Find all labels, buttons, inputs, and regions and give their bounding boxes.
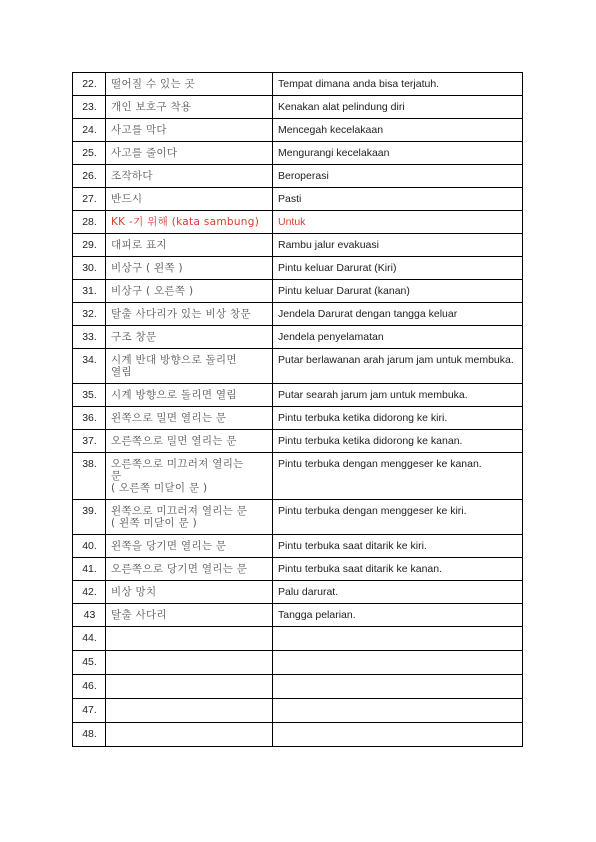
indonesian-translation: Mengurangi kecelakaan: [273, 142, 523, 165]
korean-term-line: 왼쪽으로 밀면 열리는 문: [111, 412, 227, 424]
indonesian-translation: Untuk: [273, 211, 523, 234]
korean-term: [106, 699, 273, 723]
korean-term: [106, 675, 273, 699]
korean-term-line: 사고를 줄이다: [111, 147, 178, 159]
korean-term-line: 왼쪽을 당기면 열리는 문: [111, 540, 227, 552]
korean-term: [106, 500, 273, 535]
row-number: 35.: [73, 384, 106, 407]
row-number: 29.: [73, 234, 106, 257]
indonesian-translation: Pintu terbuka ketika didorong ke kiri.: [273, 407, 523, 430]
korean-term-line: 오른쪽으로 미끄러져 열리는: [111, 458, 244, 470]
table-row: [73, 165, 523, 188]
korean-term-line: 탈출 사다리: [111, 609, 167, 621]
table-row: [73, 96, 523, 119]
korean-term-line: KK -기 위해 (kata sambung): [111, 216, 260, 228]
korean-term: [106, 96, 273, 119]
table-row: [73, 280, 523, 303]
row-number: 43: [73, 604, 106, 627]
row-number: 48.: [73, 723, 106, 747]
indonesian-translation: Putar searah jarum jam untuk membuka.: [273, 384, 523, 407]
row-number: 32.: [73, 303, 106, 326]
korean-term-line: 개인 보호구 착용: [111, 101, 192, 113]
korean-term: [106, 430, 273, 453]
row-number: 42.: [73, 581, 106, 604]
korean-term: [106, 651, 273, 675]
indonesian-translation: Mencegah kecelakaan: [273, 119, 523, 142]
row-number: 38.: [73, 453, 106, 500]
table-row: [73, 211, 523, 234]
indonesian-translation: Palu darurat.: [273, 581, 523, 604]
row-number: 41.: [73, 558, 106, 581]
korean-term: [106, 535, 273, 558]
row-number: 46.: [73, 675, 106, 699]
korean-term-line: 비상구 ( 왼쪽 ): [111, 262, 183, 274]
indonesian-translation: Kenakan alat pelindung diri: [273, 96, 523, 119]
korean-term-line: 열림: [111, 366, 132, 378]
korean-term: [106, 188, 273, 211]
indonesian-translation: Putar berlawanan arah jarum jam untuk membuka.: [273, 349, 523, 384]
row-number: 39.: [73, 500, 106, 535]
korean-term: [106, 604, 273, 627]
row-number: 31.: [73, 280, 106, 303]
korean-term-line: 문: [111, 470, 122, 482]
korean-term: [106, 303, 273, 326]
table-row: [73, 257, 523, 280]
row-number: 33.: [73, 326, 106, 349]
row-number: 25.: [73, 142, 106, 165]
row-number: 26.: [73, 165, 106, 188]
table-row: [73, 430, 523, 453]
row-number: 47.: [73, 699, 106, 723]
table-row: [73, 675, 523, 699]
table-row: [73, 326, 523, 349]
korean-term: [106, 407, 273, 430]
korean-term-line: 구조 창문: [111, 331, 157, 343]
indonesian-translation: Tangga pelarian.: [273, 604, 523, 627]
korean-term-line: 시계 반대 방향으로 돌리면: [111, 354, 237, 366]
table-row: [73, 581, 523, 604]
row-number: 24.: [73, 119, 106, 142]
table-row: [73, 119, 523, 142]
korean-term: [106, 326, 273, 349]
korean-term-line: ( 왼쪽 미닫이 문 ): [111, 517, 198, 529]
table-row: [73, 723, 523, 747]
indonesian-translation: [273, 723, 523, 747]
indonesian-translation: Jendela Darurat dengan tangga keluar: [273, 303, 523, 326]
row-number: 44.: [73, 627, 106, 651]
korean-term-line: 조작하다: [111, 170, 153, 182]
indonesian-translation: Beroperasi: [273, 165, 523, 188]
korean-term-line: 대피로 표지: [111, 239, 167, 251]
korean-term-line: 시계 방향으로 돌리면 열림: [111, 389, 237, 401]
korean-term: [106, 723, 273, 747]
indonesian-translation: [273, 627, 523, 651]
table-row: [73, 500, 523, 535]
korean-term-line: 떨어질 수 있는 곳: [111, 78, 196, 90]
indonesian-translation: Pintu terbuka dengan menggeser ke kiri.: [273, 500, 523, 535]
row-number: 30.: [73, 257, 106, 280]
table-row: [73, 558, 523, 581]
table-row: [73, 627, 523, 651]
table-row: [73, 349, 523, 384]
korean-term-line: 왼쪽으로 미끄러져 열리는 문: [111, 505, 248, 517]
korean-term: [106, 349, 273, 384]
row-number: 37.: [73, 430, 106, 453]
indonesian-translation: Rambu jalur evakuasi: [273, 234, 523, 257]
row-number: 28.: [73, 211, 106, 234]
table-row: [73, 73, 523, 96]
row-number: 45.: [73, 651, 106, 675]
table-row: [73, 535, 523, 558]
table-row: [73, 651, 523, 675]
korean-term: [106, 558, 273, 581]
row-number: 36.: [73, 407, 106, 430]
korean-term-line: 사고를 막다: [111, 124, 167, 136]
indonesian-translation: Jendela penyelamatan: [273, 326, 523, 349]
table-row: [73, 407, 523, 430]
korean-term: [106, 165, 273, 188]
korean-term-line: 탈출 사다리가 있는 비상 창문: [111, 308, 251, 320]
indonesian-translation: Pintu terbuka saat ditarik ke kiri.: [273, 535, 523, 558]
korean-term: [106, 73, 273, 96]
korean-term: [106, 234, 273, 257]
indonesian-translation: [273, 699, 523, 723]
vocabulary-table-body: [73, 73, 523, 747]
table-row: [73, 234, 523, 257]
table-row: [73, 303, 523, 326]
table-row: [73, 142, 523, 165]
korean-term: [106, 280, 273, 303]
indonesian-translation: Pintu terbuka dengan menggeser ke kanan.: [273, 453, 523, 500]
korean-term: [106, 142, 273, 165]
indonesian-translation: Pasti: [273, 188, 523, 211]
korean-term: [106, 627, 273, 651]
korean-term-line: ( 오른쪽 미닫이 문 ): [111, 482, 208, 494]
korean-term-line: 오른쪽으로 당기면 열리는 문: [111, 563, 248, 575]
korean-term-line: 비상 망치: [111, 586, 157, 598]
table-row: [73, 699, 523, 723]
korean-term: [106, 453, 273, 500]
indonesian-translation: Pintu keluar Darurat (kanan): [273, 280, 523, 303]
row-number: 27.: [73, 188, 106, 211]
korean-term: [106, 119, 273, 142]
korean-term: [106, 257, 273, 280]
row-number: 22.: [73, 73, 106, 96]
table-row: [73, 604, 523, 627]
korean-term: [106, 384, 273, 407]
indonesian-translation: Pintu terbuka saat ditarik ke kanan.: [273, 558, 523, 581]
korean-term: [106, 211, 273, 234]
table-row: [73, 188, 523, 211]
row-number: 34.: [73, 349, 106, 384]
indonesian-translation: Pintu keluar Darurat (Kiri): [273, 257, 523, 280]
korean-term: [106, 581, 273, 604]
korean-term-line: 비상구 ( 오른쪽 ): [111, 285, 194, 297]
table-row: [73, 384, 523, 407]
indonesian-translation: Pintu terbuka ketika didorong ke kanan.: [273, 430, 523, 453]
row-number: 23.: [73, 96, 106, 119]
korean-term-line: 오른쪽으로 밀면 열리는 문: [111, 435, 237, 447]
indonesian-translation: [273, 651, 523, 675]
row-number: 40.: [73, 535, 106, 558]
vocabulary-table: [72, 72, 523, 747]
korean-term-line: 반드시: [111, 193, 143, 205]
indonesian-translation: [273, 675, 523, 699]
indonesian-translation: Tempat dimana anda bisa terjatuh.: [273, 73, 523, 96]
table-row: [73, 453, 523, 500]
